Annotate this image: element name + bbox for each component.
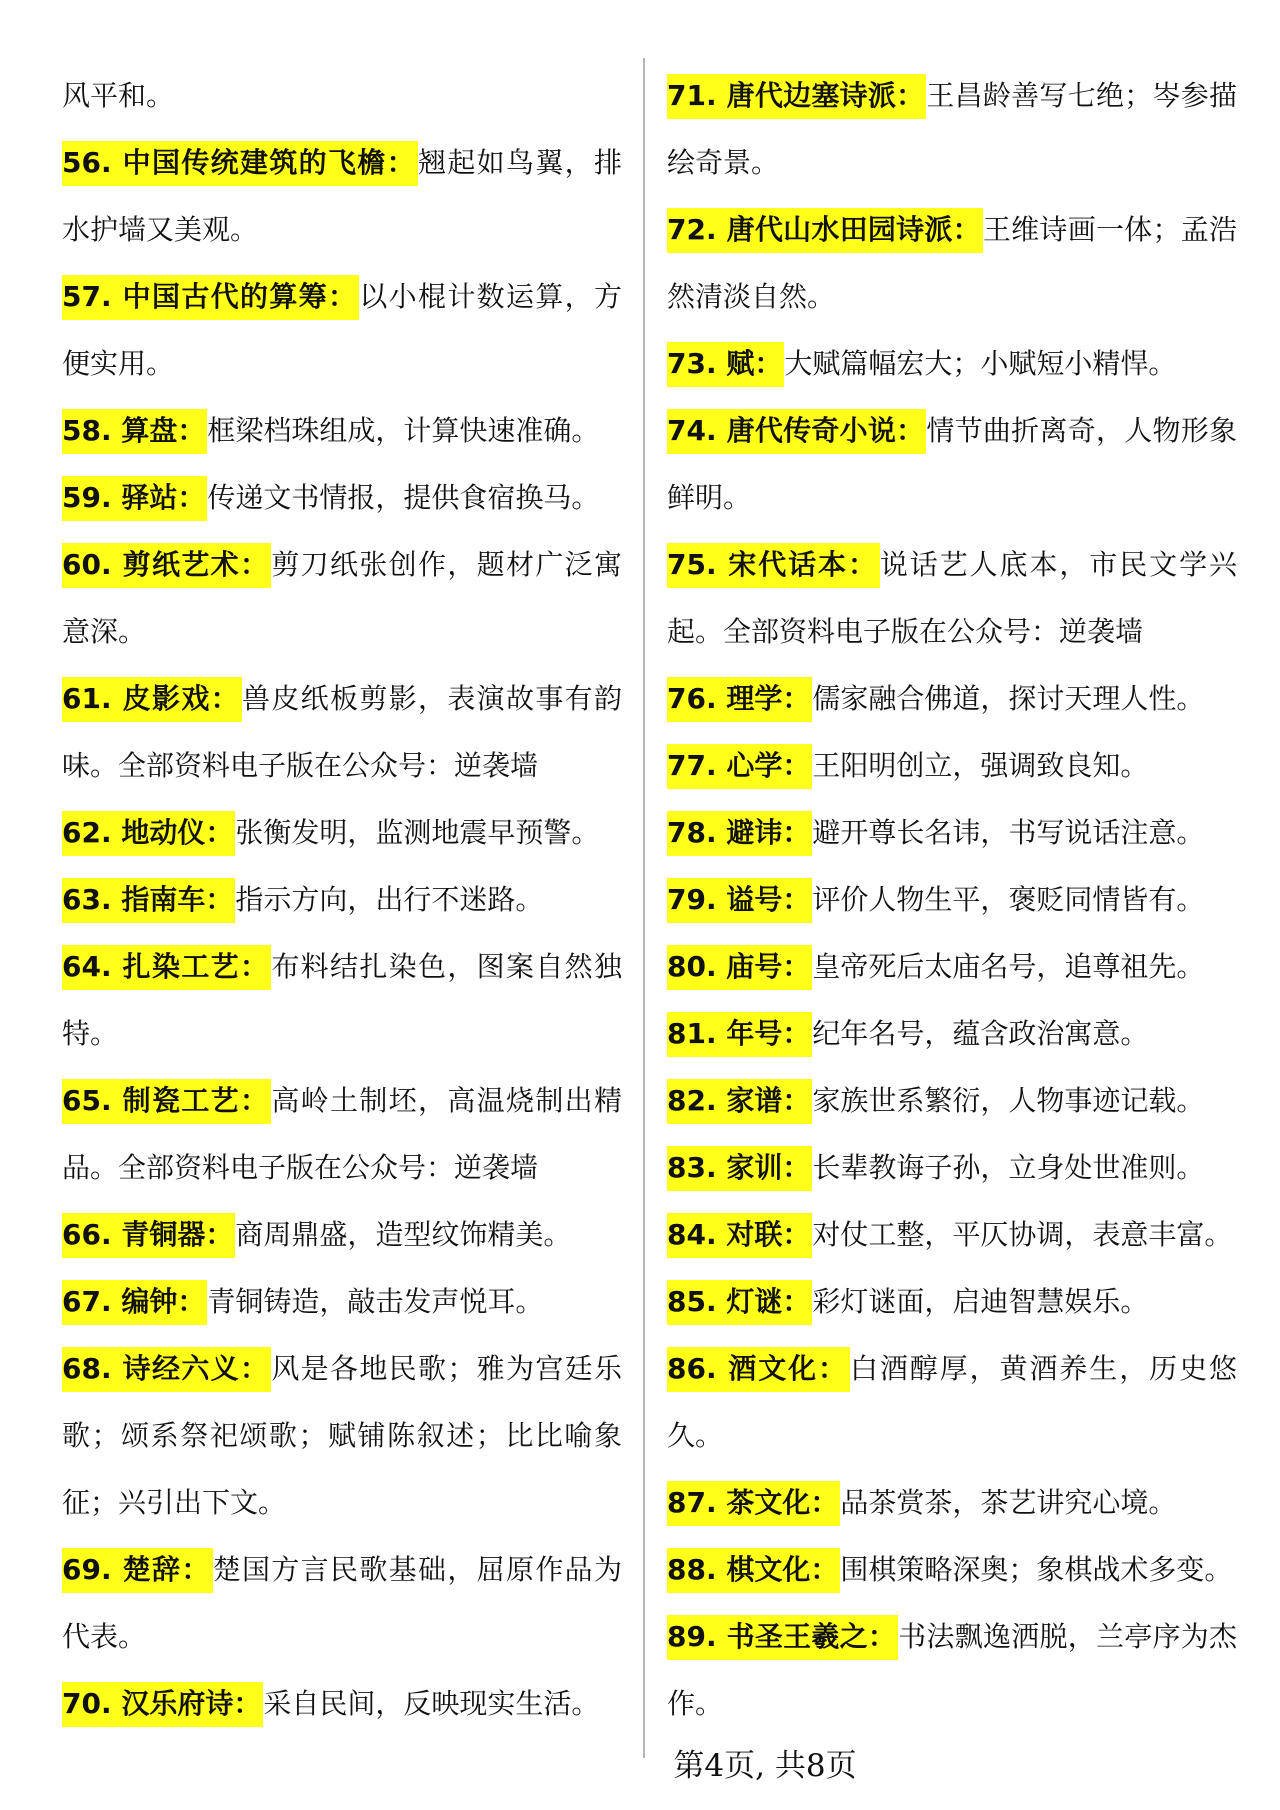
item-term: 84. 对联： [667, 1213, 812, 1258]
list-item [62, 129, 622, 263]
list-item [667, 799, 1237, 866]
item-term: 81. 年号： [667, 1012, 812, 1057]
item-description: 翘起如鸟翼，排水护墙又美观。 [62, 146, 622, 246]
item-term: 75. 宋代话本： [667, 543, 880, 588]
item-term: 82. 家谱： [667, 1079, 812, 1124]
item-description: 张衡发明，监测地震早预警。 [235, 816, 600, 849]
left-column [62, 62, 622, 1737]
item-description: 评价人物生平，褒贬同情皆有。 [812, 883, 1205, 916]
item-term: 57. 中国古代的算筹： [62, 275, 359, 320]
item-term: 62. 地动仪： [62, 811, 235, 856]
list-item [667, 1067, 1237, 1134]
list-item [667, 1536, 1237, 1603]
item-description: 指示方向，出行不迷路。 [235, 883, 544, 916]
page-footer: 第4页, 共8页 [673, 1748, 857, 1784]
list-item [667, 531, 1237, 665]
item-description: 皇帝死后太庙名号，追尊祖先。 [812, 950, 1205, 983]
item-description: 王维诗画一体；孟浩然清淡自然。 [667, 213, 1237, 313]
item-description: 情节曲折离奇，人物形象鲜明。 [667, 414, 1237, 514]
item-description: 框梁档珠组成，计算快速准确。 [207, 414, 600, 447]
item-term: 66. 青铜器： [62, 1213, 235, 1258]
item-description: 风平和。 [62, 79, 175, 112]
item-term: 73. 赋： [667, 342, 784, 387]
list-item [667, 1201, 1237, 1268]
list-item [62, 263, 622, 397]
list-item [62, 665, 622, 799]
item-description: 高岭土制坯，高温烧制出精品。全部资料电子版在公众号：逆袭墙 [62, 1084, 622, 1184]
list-item [667, 397, 1237, 531]
list-item [62, 1201, 622, 1268]
list-item [62, 62, 622, 129]
item-description: 避开尊长名讳，书写说话注意。 [812, 816, 1205, 849]
item-term: 58. 算盘： [62, 409, 207, 454]
item-description: 王昌龄善写七绝；岑参描绘奇景。 [667, 79, 1237, 179]
item-term: 68. 诗经六义： [62, 1347, 271, 1392]
item-term: 86. 酒文化： [667, 1347, 850, 1392]
item-description: 对仗工整，平仄协调，表意丰富。 [812, 1218, 1233, 1251]
item-term: 74. 唐代传奇小说： [667, 409, 926, 454]
item-description: 大赋篇幅宏大；小赋短小精悍。 [784, 347, 1177, 380]
list-item [667, 62, 1237, 196]
list-item [667, 196, 1237, 330]
list-item [62, 1268, 622, 1335]
item-description: 传递文书情报，提供食宿换马。 [207, 481, 600, 514]
item-term: 78. 避讳： [667, 811, 812, 856]
item-description: 以小棍计数运算，方便实用。 [62, 280, 622, 380]
item-term: 70. 汉乐府诗： [62, 1682, 263, 1727]
item-term: 63. 指南车： [62, 878, 235, 923]
item-description: 长辈教诲子孙，立身处世准则。 [812, 1151, 1205, 1184]
item-term: 80. 庙号： [667, 945, 812, 990]
list-item [667, 1469, 1237, 1536]
item-term: 87. 茶文化： [667, 1481, 840, 1526]
list-item [667, 933, 1237, 1000]
item-description: 彩灯谜面，启迪智慧娱乐。 [812, 1285, 1149, 1318]
list-item [667, 732, 1237, 799]
item-term: 69. 楚辞： [62, 1548, 213, 1593]
list-item [62, 531, 622, 665]
item-term: 71. 唐代边塞诗派： [667, 74, 926, 119]
item-term: 65. 制瓷工艺： [62, 1079, 271, 1124]
item-description: 品茶赏茶，茶艺讲究心境。 [840, 1486, 1177, 1519]
list-item [62, 1335, 622, 1536]
list-item [62, 933, 622, 1067]
item-description: 说话艺人底本，市民文学兴起。全部资料电子版在公众号：逆袭墙 [667, 548, 1237, 648]
item-description: 采自民间，反映现实生活。 [263, 1687, 600, 1720]
column-divider [643, 58, 645, 1758]
list-item [62, 1670, 622, 1737]
item-description: 围棋策略深奥；象棋战术多变。 [840, 1553, 1233, 1586]
right-column [667, 62, 1237, 1737]
item-description: 剪刀纸张创作，题材广泛寓意深。 [62, 548, 622, 648]
item-description: 风是各地民歌；雅为宫廷乐歌；颂系祭祀颂歌；赋铺陈叙述；比比喻象征；兴引出下文。 [62, 1352, 622, 1519]
item-description: 布料结扎染色，图案自然独特。 [62, 950, 622, 1050]
list-item [667, 1335, 1237, 1469]
item-term: 76. 理学： [667, 677, 812, 722]
item-description: 纪年名号，蕴含政治寓意。 [812, 1017, 1149, 1050]
item-term: 77. 心学： [667, 744, 812, 789]
item-term: 72. 唐代山水田园诗派： [667, 208, 983, 253]
list-item [667, 1603, 1237, 1737]
item-term: 56. 中国传统建筑的飞檐： [62, 141, 418, 186]
list-item [62, 1067, 622, 1201]
list-item [667, 1000, 1237, 1067]
item-description: 兽皮纸板剪影，表演故事有韵味。全部资料电子版在公众号：逆袭墙 [62, 682, 622, 782]
item-term: 83. 家训： [667, 1146, 812, 1191]
list-item [62, 397, 622, 464]
item-term: 88. 棋文化： [667, 1548, 840, 1593]
item-description: 书法飘逸洒脱，兰亭序为杰作。 [667, 1620, 1237, 1720]
item-description: 商周鼎盛，造型纹饰精美。 [235, 1218, 572, 1251]
item-term: 59. 驿站： [62, 476, 207, 521]
item-term: 60. 剪纸艺术： [62, 543, 271, 588]
list-item [62, 1536, 622, 1670]
item-term: 61. 皮影戏： [62, 677, 242, 722]
item-term: 67. 编钟： [62, 1280, 207, 1325]
item-term: 64. 扎染工艺： [62, 945, 271, 990]
item-description: 楚国方言民歌基础，屈原作品为代表。 [62, 1553, 622, 1653]
list-item [667, 665, 1237, 732]
list-item [667, 1268, 1237, 1335]
list-item [667, 330, 1237, 397]
list-item [62, 464, 622, 531]
list-item [667, 1134, 1237, 1201]
item-description: 青铜铸造，敲击发声悦耳。 [207, 1285, 544, 1318]
list-item [667, 866, 1237, 933]
item-description: 家族世系繁衍，人物事迹记载。 [812, 1084, 1205, 1117]
item-description: 白酒醇厚，黄酒养生，历史悠久。 [667, 1352, 1237, 1452]
list-item [62, 799, 622, 866]
item-description: 儒家融合佛道，探讨天理人性。 [812, 682, 1205, 715]
item-term: 85. 灯谜： [667, 1280, 812, 1325]
item-description: 王阳明创立，强调致良知。 [812, 749, 1149, 782]
list-item [62, 866, 622, 933]
item-term: 89. 书圣王羲之： [667, 1615, 898, 1660]
item-term: 79. 谥号： [667, 878, 812, 923]
